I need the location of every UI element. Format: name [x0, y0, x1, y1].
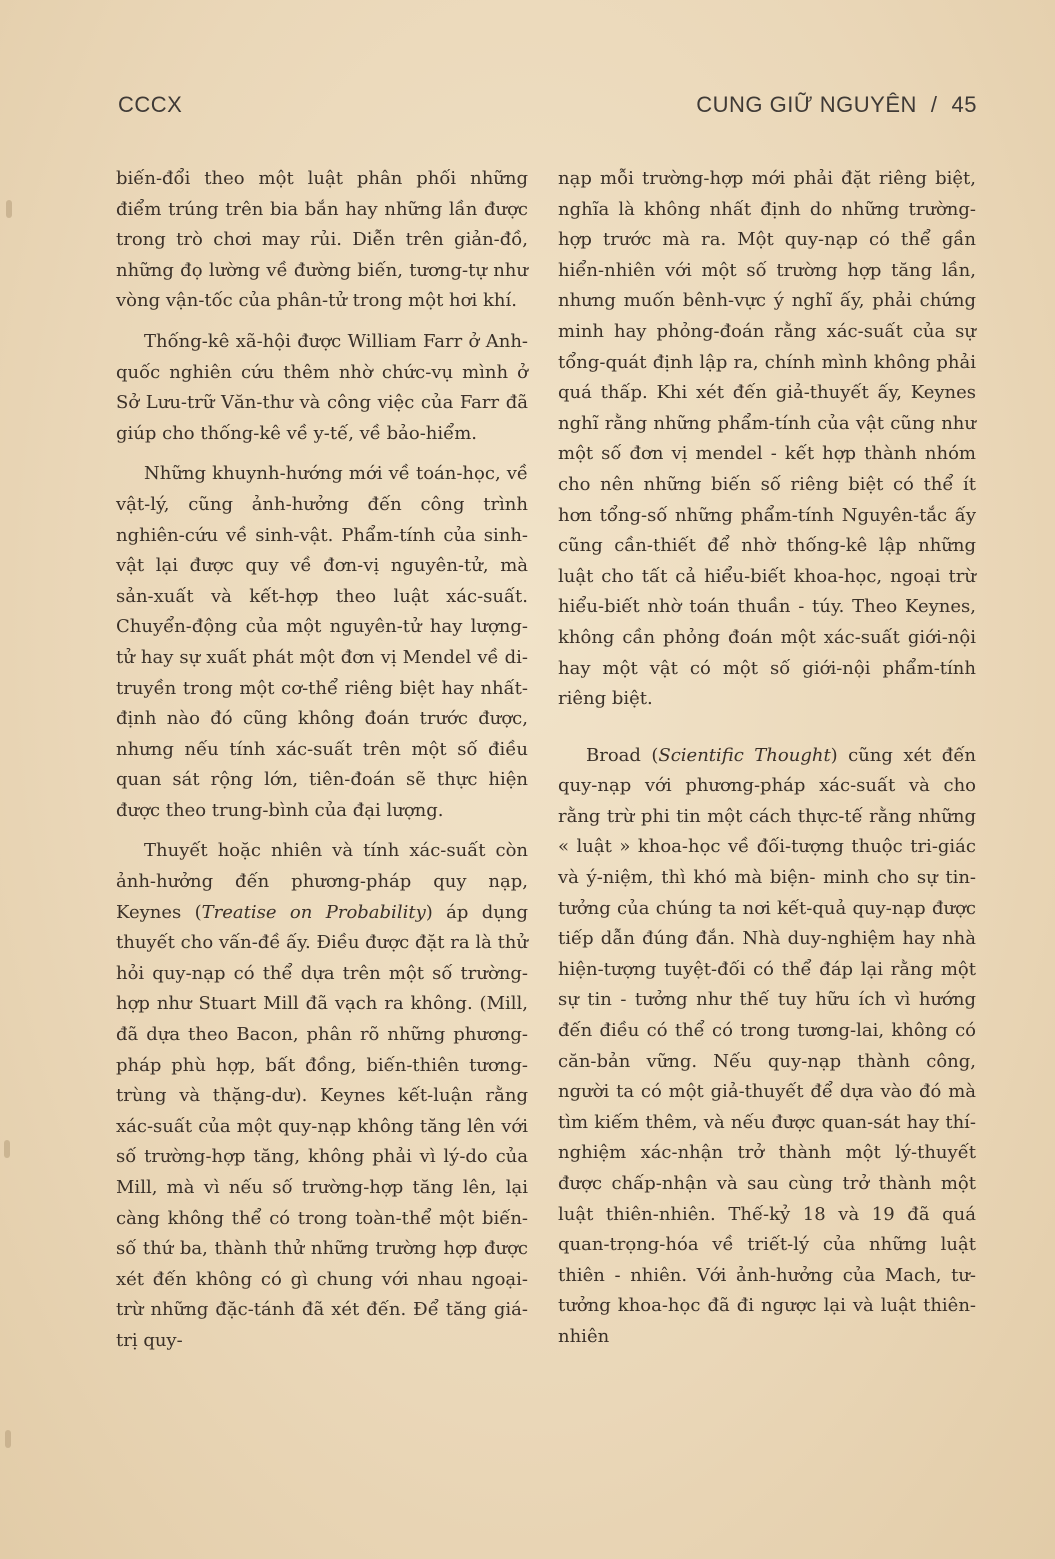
- paragraph-text: Broad (: [586, 744, 659, 766]
- left-column: [116, 164, 528, 1357]
- paragraph-continued: biến-đổi theo một luật phân phối những điểm trúng trên bia bắn hay những lần được trong trò chơi may rủi. Diễn trên giản-đồ, những đọ lường về đường biến, tương-tự như vòng vận-tốc của phân-tử trong một hơi khí.: [116, 168, 528, 312]
- paragraph-farr: Thống-kê xã-hội được William Farr ở Anh-quốc nghiên cứu thêm nhờ chức-vụ mình ở Sở Lưu-trữ Văn-thư và công việc của Farr đã giúp cho thống-kê về y-tế, về bảo-hiểm.: [116, 330, 528, 444]
- paragraph-keynes: [116, 836, 528, 1356]
- running-header: [118, 92, 977, 126]
- header-title-group: [696, 92, 977, 118]
- running-title: CUNG GIỮ NGUYÊN: [696, 92, 917, 117]
- page-edge-mark: [5, 1430, 11, 1448]
- paragraph-text: ) áp dụng thuyết cho vấn-đề ấy. Điều được đặt ra là thử hỏi quy-nạp có thể dựa trên một số trường-hợp như Stuart Mill đã vạch ra không. (Mill, đã dựa theo Bacon, phân rõ những phương-pháp phù hợp, bất đồng, biến-thiên tương-trùng và thặng-dư). Keynes kết-luận rằng xác-suất của một quy-nạp không tăng lên với số trường-hợp tăng, không phải vì lý-do của Mill, mà vì nếu số trường-hợp tăng lên, lại càng không thể có trong toàn-thể một biến-số thứ ba, thành thử những trường hợp được xét đến không có gì chung với nhau ngoại-trừ những đặc-tánh đã xét đến. Để tăng giá-trị quy-: [116, 901, 528, 1351]
- paragraph-text: ) cũng xét đến quy-nạp với phương-pháp xác-suất và cho rằng trừ phi tin một cách thực-tế rằng những « luật » khoa-học về đối-tượng thuộc tri-giác và ý-niệm, thì khó mà biện- minh cho sự tin-tưởng của chúng ta nơi kết-quả quy-nạp được tiếp dẫn đúng đắn. Nhà duy-nghiệm hay nhà hiện-tượng tuyệt-đối có thể đáp lại rằng một sự tin - tưởng như thế tuy hữu ích vì hướng đến điều có thể có trong tương-lai, không có căn-bản vững. Nếu quy-nạp thành công, người ta có một giả-thuyết để dựa vào đó mà tìm kiếm thêm, và nếu được quan-sát hay thí-nghiệm xác-nhận trở thành một lý-thuyết được chấp-nhận và sau cùng trở thành một luật thiên-nhiên. Thế-kỷ 18 và 19 đã quá quan-trọng-hóa về triết-lý của những luật thiên - nhiên. Với ảnh-hưởng của Mach, tư-tưởng khoa-học đã đi ngược lại và luật thiên-nhiên: [558, 744, 976, 1347]
- header-separator: /: [930, 92, 938, 117]
- paragraph-text: Thuyết hoặc nhiên và tính xác-suất còn ảnh-hưởng đến phương-pháp quy nạp, Keynes (: [116, 840, 528, 923]
- paragraph-continued: nạp mỗi trường-hợp mới phải đặt riêng biệt, nghĩa là không nhất định do những trường-hợp trước mà ra. Một quy-nạp có thể gần hiển-nhiên với một số trường hợp tăng lần, nhưng muốn bênh-vực ý nghĩ ấy, phải chứng minh hay phỏng-đoán rằng xác-suất của sự tổng-quát định lập ra, chính mình không phải quá thấp. Khi xét đến giả-thuyết ấy, Keynes nghĩ rằng những phẩm-tính của vật cũng như một số đơn vị mendel - kết hợp thành nhóm cho nên những biến số riêng biệt có thể ít hơn tổng-số những phẩm-tính Nguyên-tắc ấy cũng cần-thiết để nhờ thống-kê lập những luật cho tất cả hiểu-biết khoa-học, ngoại trừ hiểu-biết nhờ toán thuần - túy. Theo Keynes, không cần phỏng đoán một xác-suất giới-nội hay một vật có một số giới-nội phẩm-tính riêng biệt.: [558, 168, 976, 710]
- book-title-scientific-thought: Scientific Thought: [658, 744, 831, 766]
- page-edge-mark: [4, 1140, 10, 1158]
- page-edge-mark: [6, 200, 12, 218]
- paragraph-biology: Những khuynh-hướng mới về toán-học, về vật-lý, cũng ảnh-hưởng đến công trình nghiên-cứu về sinh-vật. Phẩm-tính của sinh-vật lại được quy về đơn-vị nguyên-tử, mà sản-xuất và kết-hợp theo luật xác-suất. Chuyển-động của một nguyên-tử hay lượng-tử hay sự xuất phát một đơn vị Mendel về di-truyền trong một cơ-thể riêng biệt hay nhất-định nào đó cũng không đoán trước được, nhưng nếu tính xác-suất trên một số điều quan sát rộng lớn, tiên-đoán sẽ thực hiện được theo trung-bình của đại lượng.: [116, 463, 528, 821]
- right-column: [558, 164, 976, 1353]
- paragraph-broad: [558, 741, 976, 1353]
- chapter-number: CCCX: [118, 92, 183, 117]
- book-title-treatise: Treatise on Probability: [201, 901, 426, 923]
- page-number: 45: [951, 92, 977, 117]
